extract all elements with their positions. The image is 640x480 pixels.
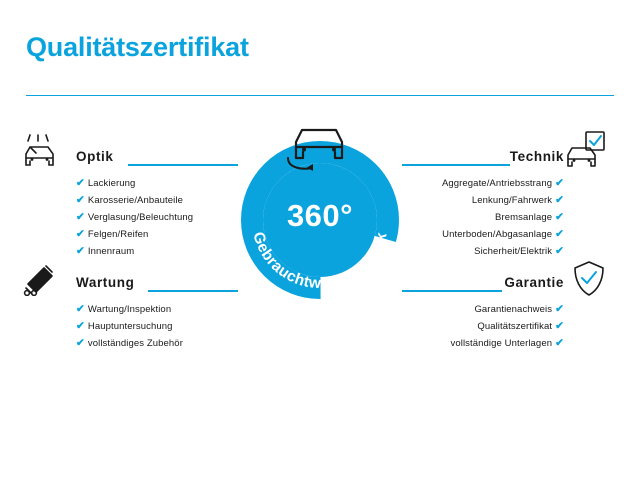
list-item-label: Unterboden/Abgasanlage xyxy=(442,229,553,240)
check-icon: ✔ xyxy=(555,228,564,240)
check-icon: ✔ xyxy=(76,177,85,189)
list-item xyxy=(76,335,238,352)
list-item-label: Verglasung/Beleuchtung xyxy=(87,212,194,223)
360-check-badge xyxy=(228,128,412,312)
list-item-label: Hauptuntersuchung xyxy=(87,321,173,332)
list-item xyxy=(402,301,564,318)
check-icon: ✔ xyxy=(76,228,85,240)
shield-check-icon xyxy=(572,260,606,303)
list-item xyxy=(402,175,564,192)
car-wash-icon xyxy=(22,134,66,179)
page-title: Qualitätszertifikat xyxy=(26,32,249,62)
section-technik-divider xyxy=(402,164,510,166)
list-item xyxy=(402,335,564,352)
list-item xyxy=(76,318,238,335)
check-icon: ✔ xyxy=(76,245,85,257)
check-icon: ✔ xyxy=(555,303,564,315)
list-item xyxy=(402,318,564,335)
check-icon: ✔ xyxy=(555,194,564,206)
section-optik-title: Optik xyxy=(76,149,114,164)
list-item xyxy=(76,243,238,260)
list-item xyxy=(76,209,238,226)
list-item xyxy=(402,243,564,260)
section-wartung-header xyxy=(76,268,238,292)
list-item xyxy=(76,301,238,318)
section-optik-header xyxy=(76,142,238,166)
list-item xyxy=(402,209,564,226)
section-technik xyxy=(402,142,564,260)
section-garantie-divider xyxy=(402,290,502,292)
section-optik-items xyxy=(76,175,238,260)
section-technik-items xyxy=(402,175,564,260)
list-item-label: Karosserie/Anbauteile xyxy=(87,195,183,206)
section-wartung-title: Wartung xyxy=(76,275,135,290)
check-icon: ✔ xyxy=(76,303,85,315)
section-optik xyxy=(76,142,238,260)
section-garantie-title: Garantie xyxy=(504,275,564,290)
badge-value: 360° xyxy=(286,198,354,233)
section-optik-divider xyxy=(128,164,238,166)
list-item xyxy=(402,192,564,209)
list-item-label: Lenkung/Fahrwerk xyxy=(471,195,553,206)
list-item-label: Lackierung xyxy=(87,178,136,189)
check-icon: ✔ xyxy=(555,177,564,189)
title-divider xyxy=(26,95,614,96)
polisher-icon xyxy=(22,262,62,301)
list-item-label: vollständige Unterlagen xyxy=(450,338,553,349)
section-wartung-divider xyxy=(148,290,238,292)
badge-curved-text: Gebrauchtwagen-Check xyxy=(249,230,391,293)
list-item-label: Garantienachweis xyxy=(474,304,553,315)
section-technik-header xyxy=(402,142,564,166)
check-icon: ✔ xyxy=(76,211,85,223)
car-check-icon xyxy=(566,130,612,177)
check-icon: ✔ xyxy=(76,194,85,206)
list-item-label: vollständiges Zubehör xyxy=(87,338,183,349)
list-item-label: Bremsanlage xyxy=(495,212,553,223)
list-item xyxy=(76,192,238,209)
list-item xyxy=(402,226,564,243)
list-item xyxy=(76,226,238,243)
list-item-label: Wartung/Inspektion xyxy=(87,304,172,315)
car-front-icon xyxy=(280,118,360,174)
list-item-label: Sicherheit/Elektrik xyxy=(474,246,553,257)
section-garantie-items xyxy=(402,301,564,352)
section-garantie xyxy=(402,268,564,352)
section-wartung xyxy=(76,268,238,352)
check-icon: ✔ xyxy=(76,320,85,332)
list-item-label: Innenraum xyxy=(87,246,135,257)
list-item xyxy=(76,175,238,192)
list-item-label: Qualitätszertifikat xyxy=(477,321,553,332)
section-wartung-items xyxy=(76,301,238,352)
list-item-label: Aggregate/Antriebsstrang xyxy=(441,178,553,189)
section-technik-title: Technik xyxy=(509,149,564,164)
check-icon: ✔ xyxy=(555,337,564,349)
check-icon: ✔ xyxy=(76,337,85,349)
list-item-label: Felgen/Reifen xyxy=(87,229,149,240)
check-icon: ✔ xyxy=(555,211,564,223)
check-icon: ✔ xyxy=(555,320,564,332)
check-icon: ✔ xyxy=(555,245,564,257)
section-garantie-header xyxy=(402,268,564,292)
